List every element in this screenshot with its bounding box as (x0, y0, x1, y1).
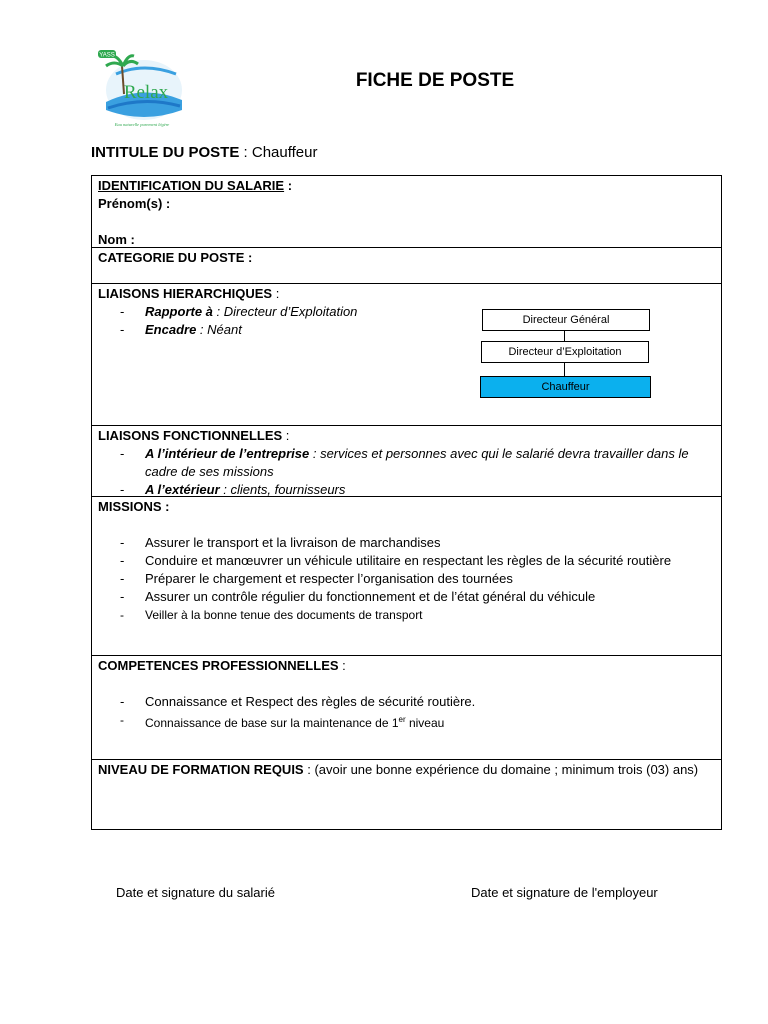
formation-section (92, 760, 721, 830)
liaisons-fonctionnelles-label: LIAISONS FONCTIONNELLES (98, 428, 283, 443)
list-item: - Assurer le transport et la livraison de marchandises (98, 534, 715, 552)
formation-value: : (avoir une bonne expérience du domaine ; minimum trois (03) ans) (303, 762, 699, 777)
list-item: - A l’intérieur de l’entreprise : services et personnes avec qui le salarié devra travailler dans le cadre de ses missions (98, 445, 715, 481)
missions-label: MISSIONS : (98, 499, 170, 514)
job-title-label: INTITULE DU POSTE (91, 144, 240, 161)
svg-text:Relax: Relax (123, 82, 169, 103)
svg-text:YASS: YASS (99, 52, 115, 59)
org-connector (564, 363, 565, 376)
org-chart (480, 300, 652, 400)
org-box-directeur-exploitation: Directeur d’Exploitation (481, 341, 649, 363)
categorie-section (92, 248, 721, 284)
list-item: - Préparer le chargement et respecter l’organisation des tournées (98, 570, 715, 588)
liaisons-hierarchiques-label: LIAISONS HIERARCHIQUES (98, 286, 273, 301)
list-item: - Veiller à la bonne tenue des documents de transport (98, 606, 715, 624)
job-sheet-table (91, 175, 722, 830)
org-box-directeur-general: Directeur Général (482, 309, 650, 331)
identification-section: IDENTIFICATION DU SALARIE : Prénom(s) : Nom : (92, 176, 721, 248)
list-item: - Encadre : Néant (98, 321, 715, 339)
competences-label: COMPETENCES PROFESSIONNELLES (98, 658, 339, 673)
list-item: - A l’extérieur : clients, fournisseurs (98, 481, 715, 499)
list-item: - Assurer un contrôle régulier du fonctionnement et de l’état général du véhicule (98, 588, 715, 606)
job-title-line: INTITULE DU POSTE : Chauffeur (91, 144, 318, 161)
list-item: - Conduire et manœuvrer un véhicule utilitaire en respectant les règles de la sécurité routière (98, 552, 715, 570)
org-box-chauffeur: Chauffeur (480, 376, 651, 398)
list-item: - Rapporte à : Directeur d’Exploitation (98, 303, 715, 321)
signature-employeur: Date et signature de l'employeur (471, 885, 658, 900)
list-item: - Connaissance et Respect des règles de sécurité routière. (98, 693, 715, 711)
org-connector (564, 331, 565, 341)
liaisons-hierarchiques-section: LIAISONS HIERARCHIQUES : - Rapporte à : Directeur d’Exploitation - Encadre : Néant Directeur Général Directeur d’Exploitation Chauffeur (92, 284, 721, 426)
prenom-field: Prénom(s) : (98, 196, 171, 211)
missions-section (92, 497, 721, 656)
list-item: - Connaissance de base sur la maintenance de 1er niveau (98, 711, 715, 732)
categorie-label: CATEGORIE DU POSTE : (98, 250, 253, 265)
relax-logo-icon (94, 44, 186, 130)
signature-salarie: Date et signature du salarié (116, 885, 275, 900)
company-logo (94, 44, 186, 130)
nom-field: Nom : (98, 232, 135, 247)
document-title: FICHE DE POSTE (355, 70, 515, 91)
liaisons-fonctionnelles-section: LIAISONS FONCTIONNELLES : - A l’intérieur de l’entreprise : services et personnes avec qui le salarié devra travailler dans le cadre de ses missions - A l’extérieur : clients, fournisseurs (92, 426, 721, 497)
svg-text:Eau naturelle purement légère: Eau naturelle purement légère (114, 122, 170, 127)
competences-section: COMPETENCES PROFESSIONNELLES : - Connaissance et Respect des règles de sécurité routière. - Connaissance de base sur la maintenance de 1er niveau (92, 656, 721, 760)
formation-label: NIVEAU DE FORMATION REQUIS (98, 762, 304, 777)
identification-label: IDENTIFICATION DU SALARIE (98, 178, 285, 193)
job-title-value: Chauffeur (251, 144, 318, 161)
